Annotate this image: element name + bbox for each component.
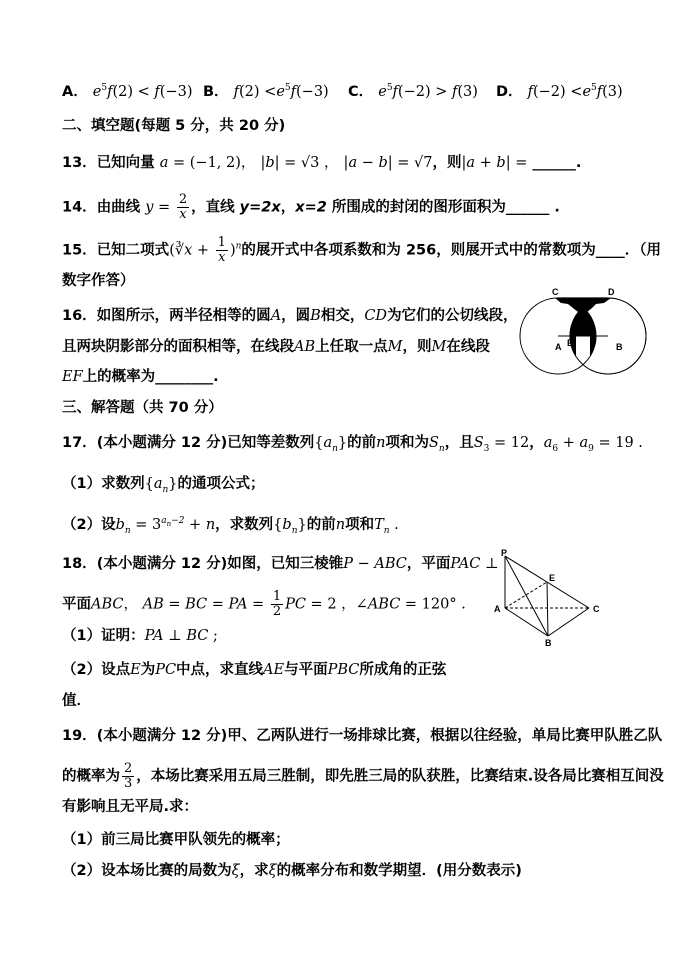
question-18: 18．(本小题满分 12 分)如图，已知三棱锥P − ABC，平面PAC ⊥ xyxy=(62,556,499,572)
option-a: A． $e^5f(2) < f(-3)$ xyxy=(62,83,193,100)
pyramid-figure xyxy=(492,546,610,650)
label-A: A xyxy=(555,342,562,352)
question-17: 17．(本小题满分 12 分)已知等差数列$\{a_n\}$的前n项和为$S_n$，且$S_3 = 12$，$a_6 + a_9 = 19$ . xyxy=(62,435,643,454)
label-D: D xyxy=(608,287,615,297)
question-14: 14．由曲线 y = $\frac{2}{x}$ ，直线 y=2x，x=2 所围成的封闭的图形面积为______ . xyxy=(62,192,560,222)
section2-heading: 二、填空题(每题 5 分，共 20 分) xyxy=(62,118,286,134)
question-19: 19．(本小题满分 12 分)甲、乙两队进行一场排球比赛，根据以往经验，单局比赛甲队胜乙队 xyxy=(62,728,663,744)
question-18-part2: （2）设点E为PC中点，求直线AE与平面PBC所成角的正弦 xyxy=(62,662,447,678)
question-15-line2: 数字作答） xyxy=(62,273,135,289)
option-d: D． $f(-2) <e^5f(3)$ xyxy=(496,83,623,100)
question-18-part2-line2: 值． xyxy=(62,693,91,709)
label-A: A xyxy=(494,604,501,614)
label-F: F xyxy=(591,338,597,348)
two-circles-figure xyxy=(512,286,654,378)
question-16-line2: 且两块阴影部分的面积相等，在线段AB上任取一点M，则M在线段 xyxy=(62,339,490,355)
question-13: 13．已知向量 a = (−1, 2)， |b| = √3 ， |a − b| = √7，则|a + b| = ______. xyxy=(62,155,582,171)
question-19-part1: （1）前三局比赛甲队领先的概率； xyxy=(62,832,290,848)
question-19-line2: 的概率为 $\frac{2}{3}$ ，本场比赛采用五局三胜制，即先胜三局的队获胜，比赛结束.设各局比赛相互间没 xyxy=(62,761,664,791)
label-C: C xyxy=(593,604,600,614)
question-16: 16．如图所示，两半径相等的圆A，圆B相交，CD为它们的公切线段， xyxy=(62,308,518,324)
question-15: 15．已知二项式(∛x + $\frac{1}{x}$ )$^n$的展开式中各项系数和为 256，则展开式中的常数项为____．（用 xyxy=(62,235,661,265)
question-18-line2: 平面ABC， AB = BC = PA = $\frac{1}{2}$ PC = 2 ，∠ABC = 120° . xyxy=(62,589,466,619)
question-19-line3: 有影响且无平局.求： xyxy=(62,799,199,815)
option-b: B． $f(2) <e^5f(-3)$ xyxy=(203,83,329,100)
question-19-part2: （2）设本场比赛的局数为ξ，求ξ的概率分布和数学期望．(用分数表示) xyxy=(62,863,522,879)
label-E: E xyxy=(567,338,574,348)
option-c: C． $e^5f(-2) > f(3)$ xyxy=(348,83,478,100)
label-E: E xyxy=(549,573,556,583)
label-B: B xyxy=(545,638,552,648)
question-16-line3: EF上的概率为________. xyxy=(62,369,219,385)
question-18-part1: （1）证明：PA ⊥ BC ; xyxy=(62,628,218,644)
section3-heading: 三、解答题（共 70 分） xyxy=(62,400,223,416)
label-B: B xyxy=(616,342,623,352)
label-P: P xyxy=(501,548,508,558)
label-C: C xyxy=(552,287,559,297)
question-17-part2: （2）设$b_n = 3^{a_n-2} + n$，求数列$\{b_n\}$的前n项和$T_n$ . xyxy=(62,516,399,536)
question-17-part1: （1）求数列$\{a_n\}$的通项公式； xyxy=(62,476,265,495)
